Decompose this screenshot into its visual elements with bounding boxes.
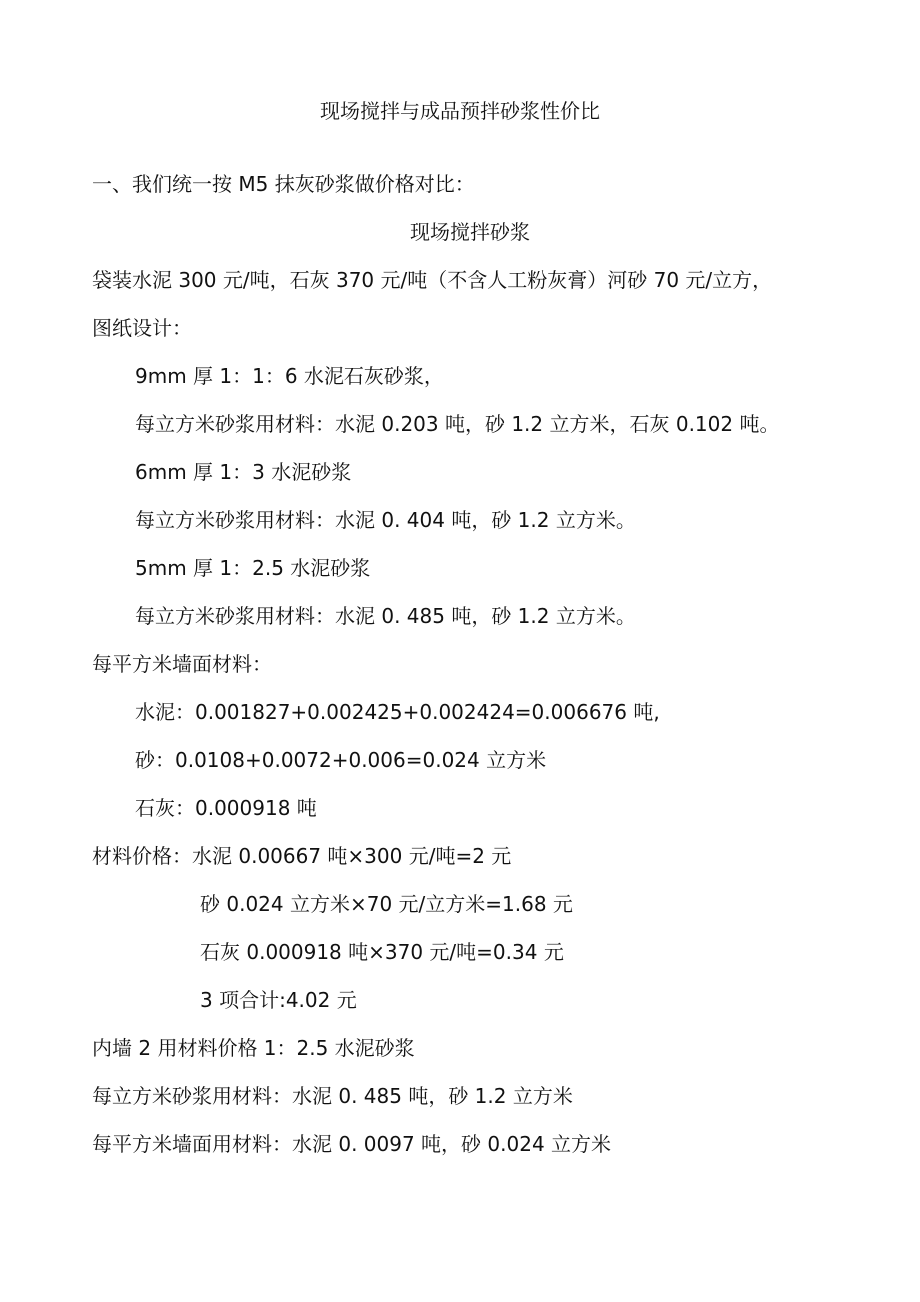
section-heading: 一、我们统一按 M5 抹灰砂浆做价格对比： — [92, 172, 475, 196]
inner-wall-per-m3: 每立方米砂浆用材料：水泥 0. 485 吨，砂 1.2 立方米 — [92, 1084, 573, 1108]
prices-line: 袋装水泥 300 元/吨，石灰 370 元/吨（不含人工粉灰膏）河砂 70 元/立方， — [92, 268, 773, 292]
wall-materials-label: 每平方米墙面材料： — [92, 652, 272, 676]
layer2-spec: 6mm 厚 1：3 水泥砂浆 — [135, 460, 352, 484]
layer1-materials: 每立方米砂浆用材料：水泥 0.203 吨，砂 1.2 立方米，石灰 0.102 吨。 — [135, 412, 780, 436]
wall-lime: 石灰：0.000918 吨 — [135, 796, 317, 820]
layer2-materials: 每立方米砂浆用材料：水泥 0. 404 吨，砂 1.2 立方米。 — [135, 508, 636, 532]
material-price-cement: 材料价格：水泥 0.00667 吨×300 元/吨=2 元 — [92, 844, 512, 868]
page-title: 现场搅拌与成品预拌砂浆性价比 — [320, 99, 600, 123]
design-label: 图纸设计： — [92, 316, 192, 340]
material-price-total: 3 项合计:4.02 元 — [200, 988, 357, 1012]
inner-wall-price: 内墙 2 用材料价格 1：2.5 水泥砂浆 — [92, 1036, 415, 1060]
wall-sand: 砂：0.0108+0.0072+0.006=0.024 立方米 — [135, 748, 547, 772]
layer3-materials: 每立方米砂浆用材料：水泥 0. 485 吨，砂 1.2 立方米。 — [135, 604, 636, 628]
material-price-lime: 石灰 0.000918 吨×370 元/吨=0.34 元 — [200, 940, 564, 964]
subheading: 现场搅拌砂浆 — [410, 220, 530, 244]
wall-cement: 水泥：0.001827+0.002425+0.002424=0.006676 吨, — [135, 700, 660, 724]
layer1-spec: 9mm 厚 1：1：6 水泥石灰砂浆， — [135, 364, 444, 388]
layer3-spec: 5mm 厚 1：2.5 水泥砂浆 — [135, 556, 371, 580]
inner-wall-per-m2: 每平方米墙面用材料：水泥 0. 0097 吨，砂 0.024 立方米 — [92, 1132, 612, 1156]
material-price-sand: 砂 0.024 立方米×70 元/立方米=1.68 元 — [200, 892, 573, 916]
